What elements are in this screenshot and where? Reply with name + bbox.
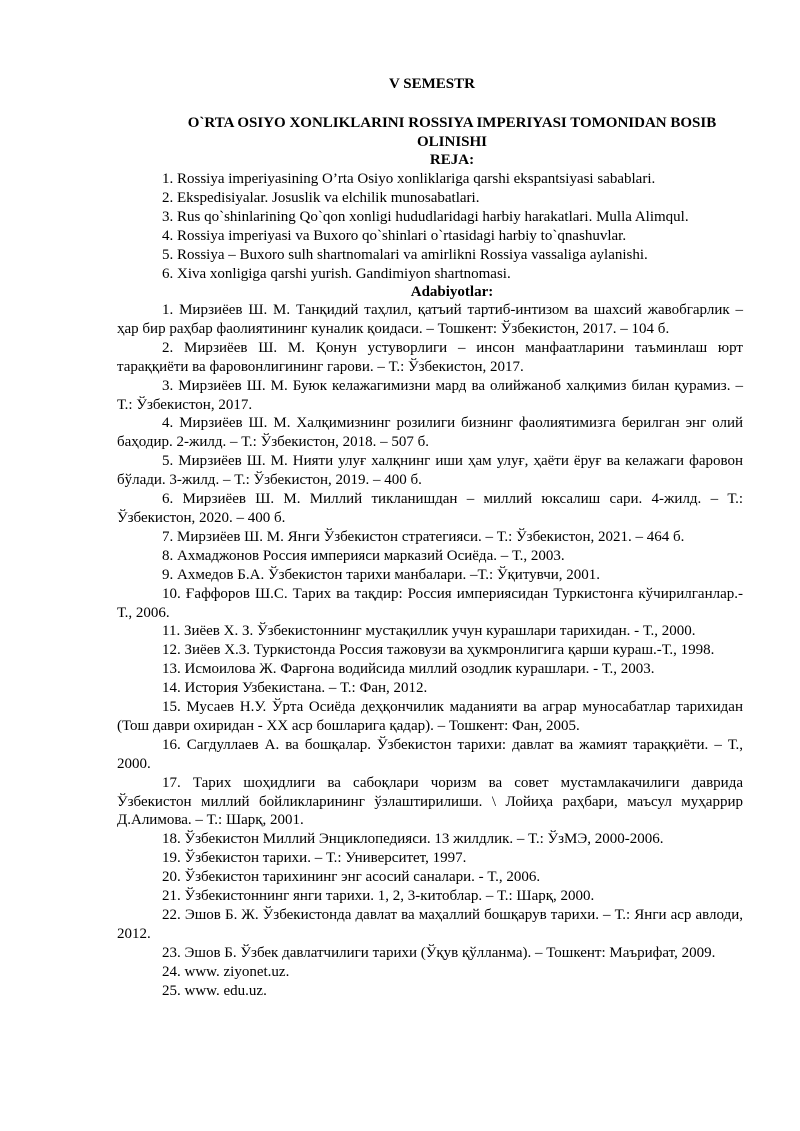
reference-item: 8. Ахмаджонов Россия империяси марказий Осиёда. – Т., 2003. (162, 547, 565, 564)
plan-item: 4. Rossiya imperiyasi va Buxoro qo`shinlari o`rtasidagi harbiy to`qnashuvlar. (162, 227, 627, 244)
reference-item: 1. Мирзиёев Ш. М. Танқидий таҳлил, қатъий тартиб-интизом ва шахсий жавобгарлик – ҳар бир раҳбар фаолиятининг куналик қоидаси. – Тошкент: Ўзбекистон, 2017. – 104 б. (117, 302, 743, 337)
reference-item: 21. Ўзбекистоннинг янги тарихи. 1, 2, 3-китоблар. – Т.: Шарқ, 2000. (162, 888, 595, 905)
reference-item: 3. Мирзиёев Ш. М. Буюк келажагимизни мард ва олийжаноб халқимиз билан қурамиз. – Т.: Ўзбекистон, 2017. (117, 377, 743, 413)
reference-item: 7. Мирзиёев Ш. М. Янги Ўзбекистон стратегияси. – Т.: Ўзбекистон, 2021. – 464 б. (162, 528, 685, 545)
reference-item: 9. Ахмедов Б.А. Ўзбекистон тарихи манбалари. –Т.: Ўқитувчи, 2001. (162, 566, 601, 583)
reference-item: 24. www. ziyonet.uz. (162, 963, 290, 980)
semester-heading: V SEMESTR (388, 76, 475, 92)
reference-item: 17. Тарих шоҳидлиги ва сабоқлари чоризм ва совет мустамлакачилиги даврида Ўзбекистон миллий бойликларининг ўзлаштирилиши. \ Лойиҳа раҳбари, маъсул муҳаррир Д.Алимова. – Т.: Шарқ, 2001. (117, 774, 743, 829)
reference-item: 4. Мирзиёев Ш. М. Халқимизнинг розилиги бизнинг фаолиятимизга берилган энг олий баҳодир. 2-жилд. – Т.: Ўзбекистон, 2018. – 507 б. (117, 415, 743, 451)
plan-heading: REJA: (429, 152, 475, 168)
plan-item: 2. Ekspedisiyalar. Josuslik va elchilik munosabatlari. (162, 189, 480, 206)
reference-item: 10. Ғаффоров Ш.С. Тарих ва тақдир: Россия империясидан Туркистонга кўчирилганлар.-Т., 2006. (117, 585, 743, 621)
reference-item: 19. Ўзбекистон тарихи. – Т.: Университет, 1997. (162, 850, 467, 867)
reference-item: 13. Исмоилова Ж. Фарғона водийсида миллий озодлик курашлари. - Т., 2003. (162, 661, 655, 678)
reference-item: 25. www. edu.uz. (162, 982, 267, 999)
plan-list (162, 170, 762, 283)
reference-item: 22. Эшов Б. Ж. Ўзбекистонда давлат ва маҳаллий бошқарув тарихи. – Т.: Янги аср авлоди, 2012. (117, 907, 743, 942)
plan-item: 6. Xiva xonligiga qarshi yurish. Gandimiyon shartnomasi. (162, 265, 511, 282)
reference-item: 18. Ўзбекистон Миллий Энциклопедияси. 13 жилдлик. – Т.: ЎзМЭ, 2000-2006. (162, 831, 664, 848)
reference-item: 2. Мирзиёев Ш. М. Қонун устуворлиги – инсон манфаатларини таъминлаш юрт тараққиёти ва фаровонлигининг гарови. – Т.: Ўзбекистон, 2017. (117, 339, 743, 375)
plan-item: 1. Rossiya imperiyasining O’rta Osiyo xonliklariga qarshi ekspantsiyasi sabablari. (162, 171, 656, 187)
reference-item: 23. Эшов Б. Ўзбек давлатчилиги тарихи (Ўқув қўлланма). – Тошкент: Маърифат, 2009. (162, 944, 716, 961)
reference-item: 15. Мусаев Н.У. Ўрта Осиёда деҳқончилик маданияти ва аграр муносабатлар тарихидан (Тош даври охиридан - ХХ аср бошларига қадар). – Тошкент: Фан, 2005. (117, 699, 743, 734)
reference-item: 20. Ўзбекистон тарихининг энг асосий саналари. - Т., 2006. (162, 869, 541, 886)
reference-item: 16. Сагдуллаев А. ва бошқалар. Ўзбекистон тарихи: давлат ва жамият тараққиёти. – Т., 2000. (117, 736, 743, 772)
plan-item: 5. Rossiya – Buxoro sulh shartnomalari va amirlikni Rossiya vassaliga aylanishi. (162, 246, 648, 263)
reference-item: 6. Мирзиёев Ш. М. Миллий тикланишдан – миллий юксалиш сари. 4-жилд. – Т.: Ўзбекистон, 2020. – 400 б. (117, 491, 743, 526)
reference-list (117, 301, 743, 1001)
literature-heading: Adabiyotlar: (410, 284, 494, 300)
reference-item: 11. Зиёев Х. З. Ўзбекистоннинг мустақиллик учун курашлари тарихидан. - Т., 2000. (162, 623, 696, 640)
reference-item: 5. Мирзиёев Ш. М. Нияти улуғ халқнинг иши ҳам улуғ, ҳаёти ёруғ ва келажаги фаровон бўлади. 3-жилд. – Т.: Ўзбекистон, 2019. – 400 б. (117, 453, 743, 489)
document-title: O`RTA OSIYO XONLIKLARINI ROSSIYA IMPERIYASI TOMONIDAN BOSIB OLINISHI (187, 115, 717, 150)
reference-item: 12. Зиёев Х.З. Туркистонда Россия тажовузи ва ҳукмронлигига қарши кураш.-Т., 1998. (162, 642, 715, 659)
plan-item: 3. Rus qo`shinlarining Qo`qon xonligi hududlaridagi harbiy harakatlari. Mulla Alimqul. (162, 208, 689, 225)
reference-item: 14. История Узбекистана. – Т.: Фан, 2012. (162, 680, 428, 697)
